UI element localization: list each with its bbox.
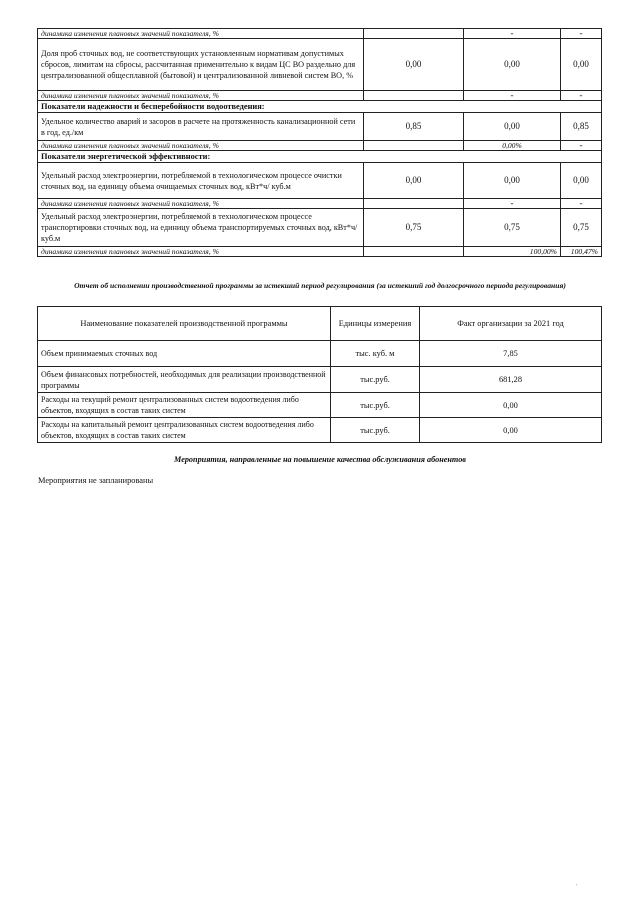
- value-cell: [364, 199, 464, 209]
- table-row: [38, 113, 602, 141]
- value-cell: [364, 91, 464, 101]
- row-label: Удельный расход электроэнергии, потребляемой в технологическом процессе очистки сточных вод, на единицу объема очищаемых сточных вод, кВт*ч/ куб.м: [38, 163, 364, 199]
- row-label: динамика изменения плановых значений показателя, %: [38, 91, 364, 101]
- table-row: [38, 247, 602, 257]
- table-row: [38, 367, 602, 393]
- table-row: [38, 141, 602, 151]
- value-cell: -: [561, 91, 602, 101]
- fact-cell: 0,00: [420, 418, 602, 443]
- value-cell: 0,00: [364, 39, 464, 91]
- unit-cell: тыс. куб. м: [331, 341, 420, 367]
- value-cell: -: [464, 199, 561, 209]
- table-row: [38, 91, 602, 101]
- value-cell: 0,00%: [464, 141, 561, 151]
- row-label: динамика изменения плановых значений показателя, %: [38, 199, 364, 209]
- fact-cell: 7,85: [420, 341, 602, 367]
- indicator-name: Объем финансовых потребностей, необходимых для реализации производственной программы: [38, 367, 331, 393]
- value-cell: 0,00: [464, 163, 561, 199]
- value-cell: 0,75: [364, 209, 464, 247]
- value-cell: [364, 247, 464, 257]
- indicators-table: [37, 28, 602, 257]
- value-cell: -: [561, 141, 602, 151]
- table-row: [38, 393, 602, 418]
- value-cell: -: [464, 29, 561, 39]
- row-label: Доля проб сточных вод, не соответствующих установленным нормативам допустимых сбросов, лимитам на сбросы, рассчитанная применительно к видам ЦС ВО раздельно для централизованной общесплавной (бытовой) и централизованной ливневой систем ВО, %: [38, 39, 364, 91]
- table-row: [38, 418, 602, 443]
- scan-mark: ': [576, 884, 578, 890]
- value-cell: -: [464, 91, 561, 101]
- measures-title: Мероприятия, направленные на повышение качества обслуживания абонентов: [174, 455, 466, 464]
- value-cell: 0,00: [464, 39, 561, 91]
- table-row: [38, 39, 602, 91]
- unit-cell: тыс.руб.: [331, 367, 420, 393]
- indicator-name: Расходы на капитальный ремонт централизованных систем водоотведения либо объектов, входящих в состав таких систем: [38, 418, 331, 443]
- value-cell: -: [561, 199, 602, 209]
- indicator-name: Объем принимаемых сточных вод: [38, 341, 331, 367]
- unit-cell: тыс.руб.: [331, 393, 420, 418]
- fact-cell: 0,00: [420, 393, 602, 418]
- report-table: [37, 306, 602, 443]
- value-cell: 0,75: [561, 209, 602, 247]
- row-label: динамика изменения плановых значений показателя, %: [38, 141, 364, 151]
- value-cell: 100,47%: [561, 247, 602, 257]
- value-cell: 0,00: [464, 113, 561, 141]
- value-cell: 0,75: [464, 209, 561, 247]
- value-cell: 0,00: [561, 163, 602, 199]
- column-header: Факт организации за 2021 год: [420, 307, 602, 341]
- row-label: Удельное количество аварий и засоров в расчете на протяженность канализационной сети в год, ед./км: [38, 113, 364, 141]
- column-header: Единицы измерения: [331, 307, 420, 341]
- row-label: динамика изменения плановых значений показателя, %: [38, 29, 364, 39]
- value-cell: -: [561, 29, 602, 39]
- column-header: Наименование показателей производственной программы: [38, 307, 331, 341]
- value-cell: 0,85: [364, 113, 464, 141]
- row-label: динамика изменения плановых значений показателя, %: [38, 247, 364, 257]
- section-header-row: [38, 151, 602, 163]
- value-cell: [364, 141, 464, 151]
- section-heading: Показатели энергетической эффективности:: [38, 151, 602, 163]
- table-row: [38, 163, 602, 199]
- unit-cell: тыс.руб.: [331, 418, 420, 443]
- value-cell: [364, 29, 464, 39]
- table-row: [38, 199, 602, 209]
- value-cell: 100,00%: [464, 247, 561, 257]
- fact-cell: 681,28: [420, 367, 602, 393]
- section-heading: Показатели надежности и бесперебойности водоотведения:: [38, 101, 602, 113]
- indicator-name: Расходы на текущий ремонт централизованных систем водоотведения либо объектов, входящих в состав таких систем: [38, 393, 331, 418]
- value-cell: 0,85: [561, 113, 602, 141]
- table-row: [38, 29, 602, 39]
- value-cell: 0,00: [561, 39, 602, 91]
- table-row: [38, 209, 602, 247]
- table-header-row: [38, 307, 602, 341]
- value-cell: 0,00: [364, 163, 464, 199]
- row-label: Удельный расход электроэнергии, потребляемой в технологическом процессе транспортировки сточных вод, на единицу объема транспортируемых сточных вод, кВт*ч/ куб.м: [38, 209, 364, 247]
- report-title: Отчет об исполнении производственной программы за истекший период регулирования (за истекший год долгосрочного периода регулирования): [74, 281, 566, 290]
- measures-text: Мероприятия не запланированы: [38, 476, 154, 485]
- table-row: [38, 341, 602, 367]
- section-header-row: [38, 101, 602, 113]
